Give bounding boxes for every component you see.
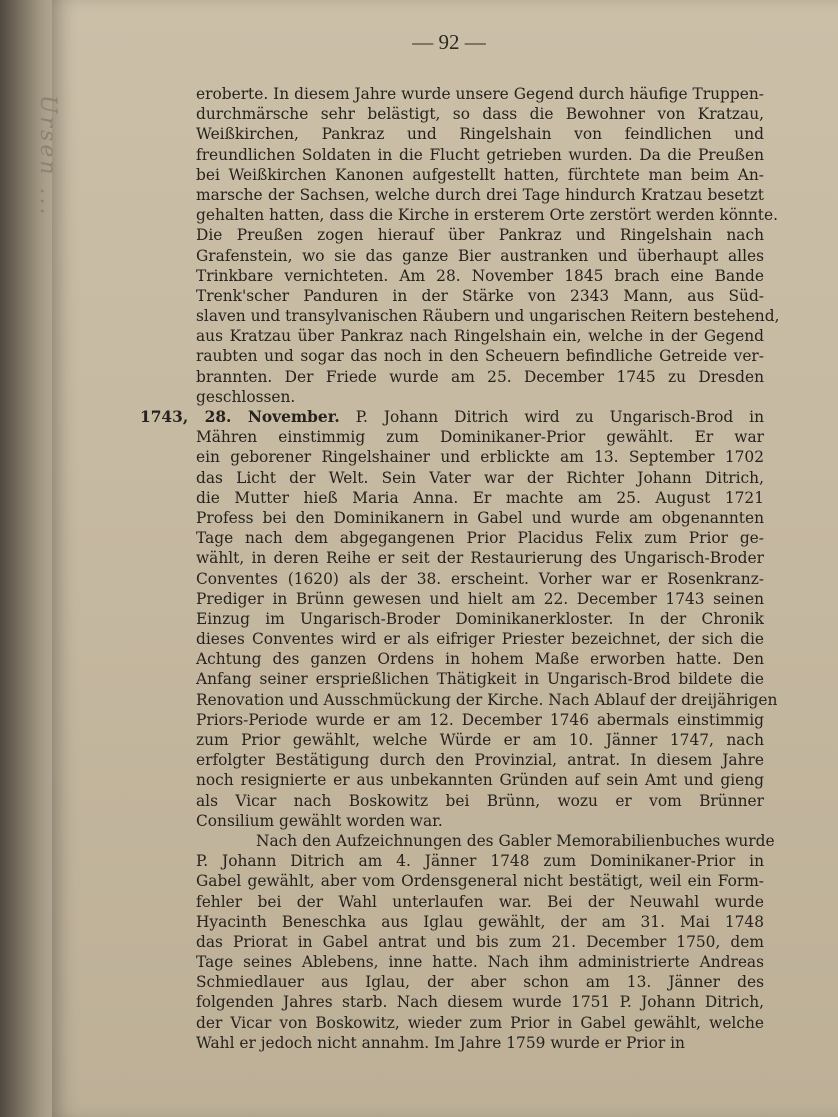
text-line: Die Preußen zogen hierauf über Pankraz und Ringelshain nach [196, 226, 764, 245]
text-line: Wahl er jedoch nicht annahm. Im Jahre 1759 wurde er Prior in [196, 1033, 685, 1052]
text-line: das Priorat in Gabel antrat und bis zum 21. December 1750, dem [196, 932, 764, 951]
text-line: Priors-Periode wurde er am 12. December 1746 abermals einstimmig [196, 710, 764, 729]
text-line: raubten und sogar das noch in den Scheuern befindliche Getreide ver- [196, 347, 764, 366]
text-line: Achtung des ganzen Ordens in hohem Maße erworben hatte. Den [196, 650, 764, 669]
text-line: Gabel gewählt, aber vom Ordensgeneral nicht bestätigt, weil ein Form- [196, 872, 764, 891]
text-line: das Licht der Welt. Sein Vater war der Richter Johann Ditrich, [196, 468, 764, 487]
text-line: geschlossen. [196, 387, 296, 406]
entry-date-label: 1743, 28. November. [140, 408, 340, 426]
text-line: der Vicar von Boskowitz, wieder zum Prior in Gabel gewählt, welche [196, 1013, 764, 1032]
text-line: Hyacinth Beneschka aus Iglau gewählt, der am 31. Mai 1748 [196, 912, 764, 931]
text-line: bei Weißkirchen Kanonen aufgestellt hatten, fürchtete man beim An- [196, 165, 764, 184]
text-line: marsche der Sachsen, welche durch drei Tage hindurch Kratzau besetzt [196, 185, 764, 204]
text-line: wählt, in deren Reihe er seit der Restaurierung des Ungarisch-Broder [196, 549, 764, 568]
page-number: — 92 — [412, 30, 486, 54]
paragraph-3 [196, 831, 775, 1053]
text-line: ein geborener Ringelshainer und erblickte am 13. September 1702 [196, 448, 764, 467]
text-line: brannten. Der Friede wurde am 25. December 1745 zu Dresden [196, 367, 764, 386]
text-line: Consilium gewählt worden war. [196, 811, 443, 830]
text-line: Schmiedlauer aus Iglau, der aber schon am 13. Jänner des [196, 973, 764, 992]
text-line: Conventes (1620) als der 38. erscheint. Vorher war er Rosenkranz- [196, 569, 764, 588]
text-line: Weißkirchen, Pankraz und Ringelshain von feindlichen und [196, 125, 764, 144]
text-line: P. Johann Ditrich am 4. Jänner 1748 zum Dominikaner-Prior in [196, 852, 764, 871]
text-line: freundlichen Soldaten in die Flucht getrieben wurden. Da die Preußen [196, 145, 764, 164]
text-line: durchmärsche sehr belästigt, so dass die Bewohner von Kratzau, [196, 105, 764, 124]
text-line: erfolgter Bestätigung durch den Provinzial, antrat. In diesem Jahre [196, 751, 764, 770]
text-line: dieses Conventes wird er als eifriger Priester bezeichnet, der sich die [196, 630, 764, 649]
page-text [140, 84, 780, 1053]
entry-first-line-text: P. Johann Ditrich wird zu Ungarisch-Brod in [355, 408, 764, 426]
text-line: Einzug im Ungarisch-Broder Dominikanerkloster. In der Chronik [196, 609, 764, 628]
text-line: slaven und transylvanischen Räubern und ungarischen Reitern bestehend, [196, 307, 780, 326]
text-line: Tage nach dem abgegangenen Prior Placidus Felix zum Prior ge- [196, 529, 764, 548]
text-line: die Mutter hieß Maria Anna. Er machte am 25. August 1721 [196, 488, 764, 507]
text-line: Prediger in Brünn gewesen und hielt am 22. December 1743 seinen [196, 589, 764, 608]
text-line: Mähren einstimmig zum Dominikaner-Prior gewählt. Er war [196, 428, 764, 447]
text-line: gehalten hatten, dass die Kirche in ersterem Orte zerstört werden könnte. [196, 206, 778, 225]
text-line: Renovation und Ausschmückung der Kirche. Nach Ablauf der dreijährigen [196, 690, 778, 709]
text-line: Profess bei den Dominikanern in Gabel und wurde am obgenannten [196, 508, 764, 527]
text-line: Tage seines Ablebens, inne hatte. Nach ihm administrierte Andreas [196, 953, 764, 972]
text-line: Anfang seiner ersprießlichen Thätigkeit in Ungarisch-Brod bildete die [196, 670, 764, 689]
paragraph-entry-1743 [140, 407, 778, 831]
text-line: Trenk'scher Panduren in der Stärke von 2343 Mann, aus Süd- [196, 286, 764, 305]
entry-first-line [140, 407, 764, 427]
text-line: fehler bei der Wahl unterlaufen war. Bei der Neuwahl wurde [196, 892, 764, 911]
text-line: als Vicar nach Boskowitz bei Brünn, wozu er vom Brünner [196, 791, 764, 810]
text-line: Trinkbare vernichteten. Am 28. November 1845 brach eine Bande [196, 266, 764, 285]
margin-handwriting: Ursen ... [35, 95, 60, 218]
text-line: zum Prior gewählt, welche Würde er am 10. Jänner 1747, nach [196, 731, 764, 749]
text-line: eroberte. In diesem Jahre wurde unsere Gegend durch häufige Truppen- [196, 85, 764, 103]
text-line: noch resignierte er aus unbekannten Gründen auf sein Amt und gieng [196, 771, 764, 790]
text-line: Nach den Aufzeichnungen des Gabler Memorabilienbuches wurde [256, 831, 775, 850]
text-line: folgenden Jahres starb. Nach diesem wurde 1751 P. Johann Ditrich, [196, 993, 764, 1012]
text-line: aus Kratzau über Pankraz nach Ringelshain ein, welche in der Gegend [196, 327, 764, 346]
paragraph-1 [196, 84, 780, 407]
text-line: Grafenstein, wo sie das ganze Bier austranken und überhaupt alles [196, 246, 764, 265]
